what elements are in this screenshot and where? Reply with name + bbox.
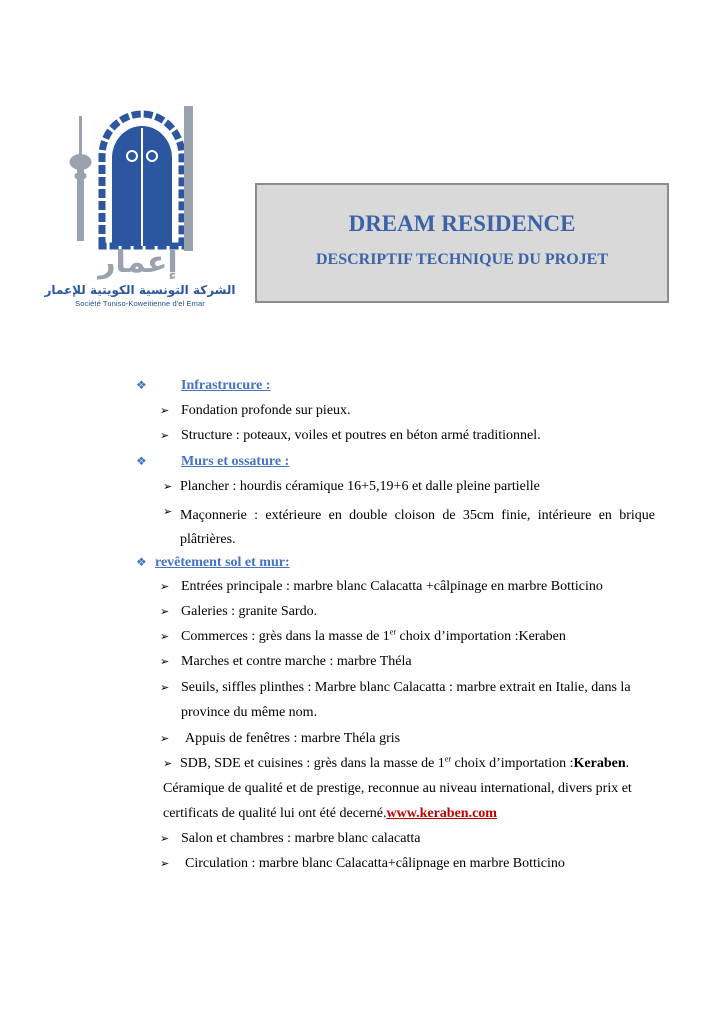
list-item: Galeries : granite Sardo. [181, 604, 318, 619]
superscript: er [444, 754, 452, 764]
commerces-text-end: choix d’importation :Keraben [396, 629, 566, 644]
list-item-continued [163, 806, 497, 822]
company-logo [44, 96, 236, 316]
list-item: Entrées principale : marbre blanc Calacatta +câlpinage en marbre Botticino [181, 579, 603, 594]
diamond-bullet-icon: ❖ [136, 555, 147, 569]
list-item [180, 756, 629, 772]
sdb-text: SDB, SDE et cuisines : grès dans la masse de 1 [180, 756, 445, 771]
list-item: Marches et contre marche : marbre Théla [181, 654, 412, 669]
list-item: Circulation : marbre blanc Calacatta+câlipnage en marbre Botticino [185, 856, 565, 871]
arch-door-icon [102, 106, 193, 251]
arrow-bullet-icon: ➢ [160, 656, 170, 668]
list-item: Appuis de fenêtres : marbre Théla gris [185, 731, 401, 746]
sdb-text-mid: choix d’importation : [451, 756, 574, 771]
list-item: Maçonnerie : extérieure en double cloison de 35cm finie, intérieure en brique plâtrières. [180, 508, 655, 547]
list-item [181, 629, 566, 645]
arrow-bullet-icon: ➢ [163, 481, 173, 493]
arrow-bullet-icon: ➢ [160, 631, 170, 643]
section-heading-revetement: revêtement sol et mur: [155, 555, 290, 570]
list-item: Salon et chambres : marbre blanc calacatta [181, 831, 421, 846]
list-item: Structure : poteaux, voiles et poutres en béton armé traditionnel. [181, 428, 541, 443]
section-heading-murs: Murs et ossature : [181, 454, 290, 469]
keraben-brand: Keraben [573, 756, 626, 771]
arrow-bullet-icon: ➢ [160, 405, 170, 417]
arrow-bullet-icon: ➢ [160, 606, 170, 618]
logo-company-arabic: الشركة التونسية الكويتية للإعمار [44, 283, 236, 297]
page-title: DREAM RESIDENCE [348, 211, 576, 236]
list-item: Plancher : hourdis céramique 16+5,19+6 et dalle pleine partielle [180, 479, 540, 494]
list-item-continued: Céramique de qualité et de prestige, reconnue au niveau international, divers prix et [163, 781, 632, 796]
arrow-bullet-icon: ➢ [160, 858, 170, 870]
superscript: er [389, 627, 396, 637]
title-box [255, 183, 669, 303]
arrow-bullet-icon: ➢ [160, 430, 170, 442]
list-item: Seuils, siffles plinthes : Marbre blanc Calacatta : marbre extrait en Italie, dans la [181, 680, 631, 695]
list-item: Fondation profonde sur pieux. [181, 403, 351, 418]
keraben-link[interactable]: www.keraben.com [386, 806, 497, 821]
diamond-bullet-icon: ❖ [136, 378, 147, 392]
section-heading-infrastructure: Infrastrucure : [181, 378, 271, 393]
arrow-bullet-icon: ➢ [163, 758, 173, 770]
logo-brand-arabic: إعمار [98, 245, 178, 280]
commerces-text: Commerces : grès dans la masse de 1 [181, 629, 390, 644]
arrow-bullet-icon: ➢ [160, 682, 170, 694]
arrow-bullet-icon: ➢ [160, 733, 170, 745]
page-subtitle: DESCRIPTIF TECHNIQUE DU PROJET [315, 251, 609, 268]
list-item-continued: province du même nom. [181, 705, 318, 720]
arrow-bullet-icon: ➢ [163, 506, 173, 518]
sdb-text-3: certificats de qualité lui ont été decerné. [163, 806, 387, 821]
tower-icon [70, 116, 92, 241]
sdb-text-end: . [625, 756, 630, 771]
arrow-bullet-icon: ➢ [160, 581, 170, 593]
logo-tagline: Société Tuniso-Koweitienne d'el Emar [75, 299, 205, 308]
diamond-bullet-icon: ❖ [136, 454, 147, 468]
arrow-bullet-icon: ➢ [160, 833, 170, 845]
